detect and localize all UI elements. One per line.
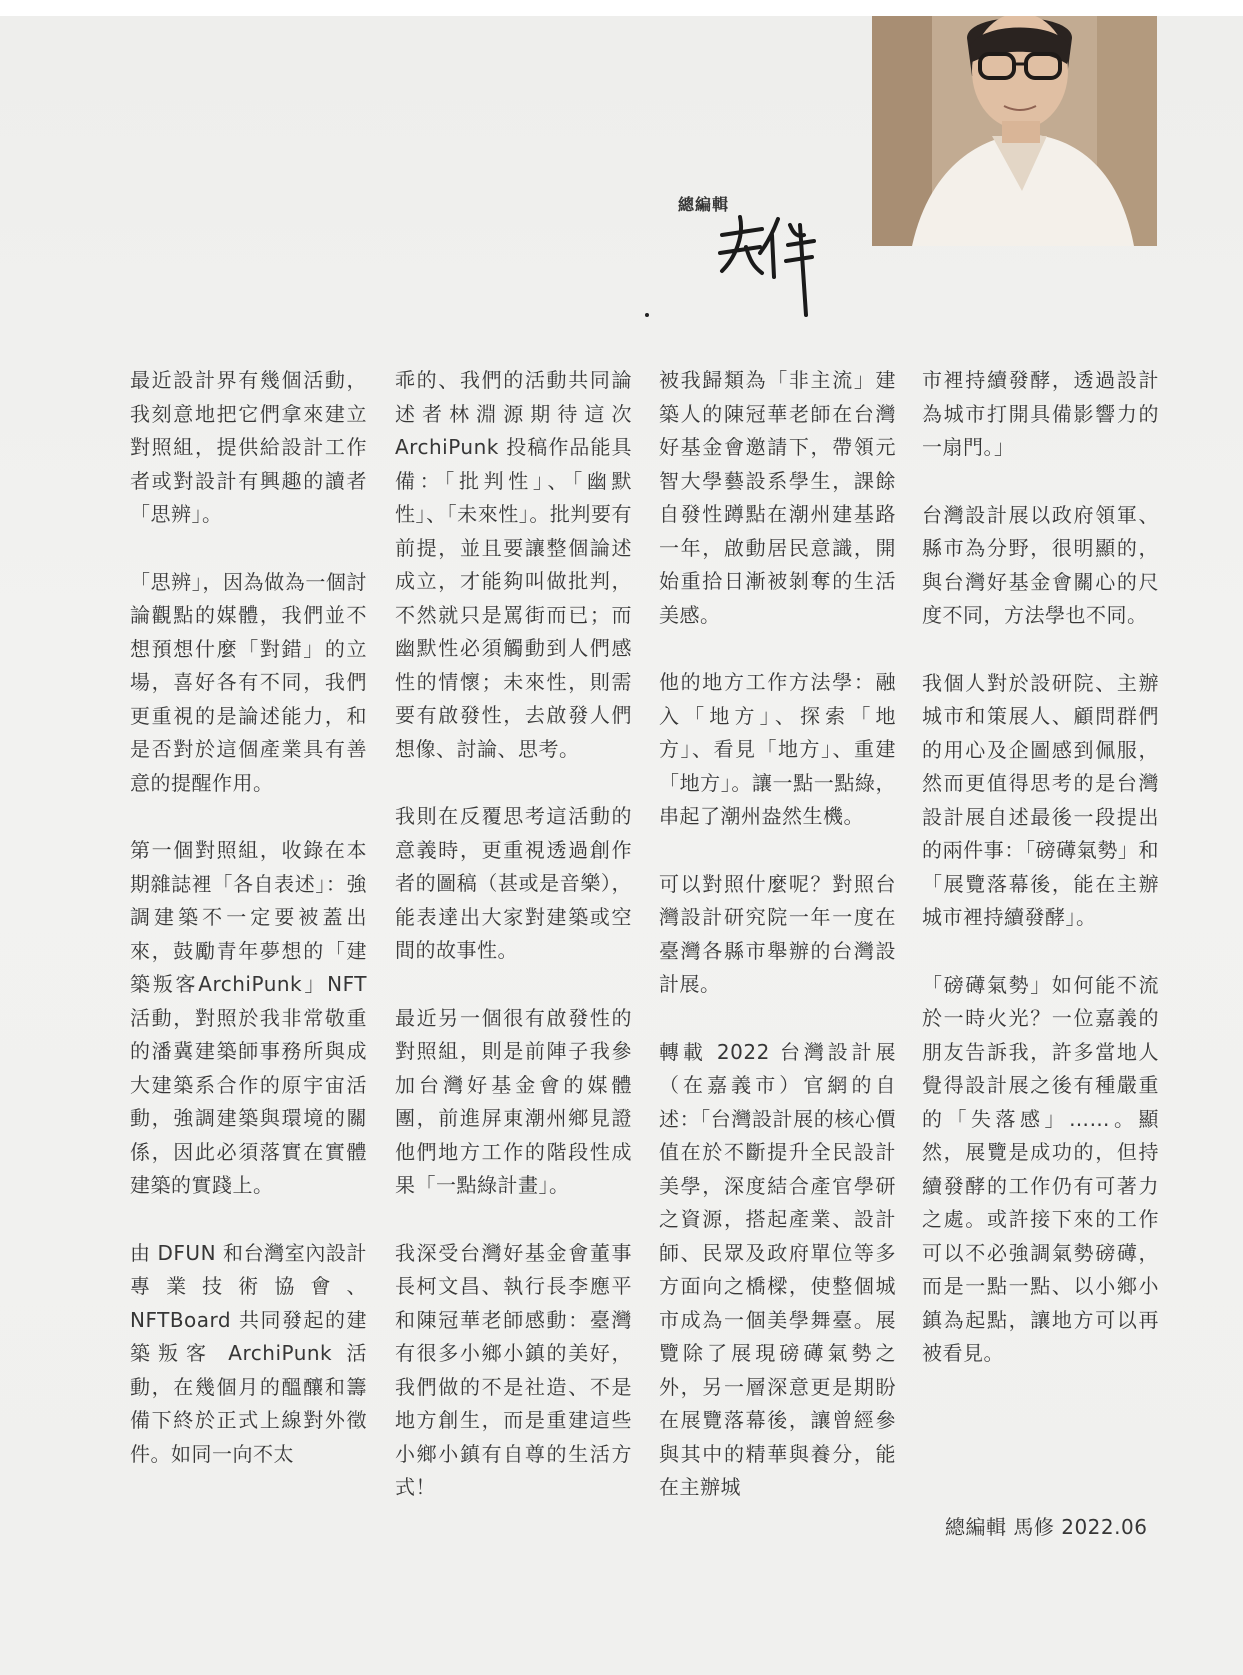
editor-portrait-photo [872,16,1157,246]
paragraph: 「思辨」，因為做為一個討論觀點的媒體，我們並不想預想什麼「對錯」的立場，喜好各有不同，我們更重視的是論述能力，和是否對於這個產業具有善意的提醒作用。 [130,569,367,795]
paragraph: 我個人對於設研院、主辦城市和策展人、顧問群們的用心及企圖感到佩服，然而更值得思考的是台灣設計展自述最後一段提出的兩件事：「磅礡氣勢」和「展覽落幕後，能在主辦城市裡持續發酵」。 [922,670,1159,929]
paragraph: 我深受台灣好基金會董事長柯文昌、執行長李應平和陳冠華老師感動：臺灣有很多小鄉小鎮的美好，我們做的不是社造、不是地方創生，而是重建這些小鄉小鎮有自尊的生活方式！ [395,1240,632,1499]
paragraph: 最近另一個很有啟發性的對照組，則是前陣子我參加台灣好基金會的媒體團，前進屏東潮州鄉見證他們地方工作的階段性成果「一點綠計畫」。 [395,1005,632,1197]
paragraph: 轉載 2022 台灣設計展（在嘉義市）官網的自述：「台灣設計展的核心價值在於不斷提升全民設計美學，深度結合產官學研之資源，搭起產業、設計師、民眾及政府單位等多方面向之橋樑，使整個城市成為一個美學舞臺。展覽除了展現磅礡氣勢之外，另一層深意更是期盼在展覽落幕後，讓曾經參與其中的精華與養分，能在主辦城 [659,1039,896,1499]
article-column-1 [130,364,367,1505]
paragraph: 市裡持續發酵，透過設計為城市打開具備影響力的一扇門。」 [922,368,1159,459]
article-column-2 [395,364,632,1539]
editor-byline: 總編輯 馬修 2022.06 [945,1515,1148,1539]
paragraph: 我則在反覆思考這活動的意義時，更重視透過創作者的圖稿（甚或是音樂），能表達出大家對建築或空間的故事性。 [395,804,632,962]
scan-border [0,0,1243,16]
paragraph: 乖的、我們的活動共同論述者林淵源期待這次ArchiPunk 投稿作品能具備：「批判性」、「幽默性」、「未來性」。批判要有前提，並且要讓整個論述成立，才能夠叫做批判，不然就只是罵街而已；而幽默性必須觸動到人們感性的情懷；未來性，則需要有啟發性，去啟發人們想像、討論、思考。 [395,368,632,761]
paragraph: 他的地方工作方法學：融入「地方」、探索「地方」、看見「地方」、重建「地方」。讓一點一點綠，串起了潮州盎然生機。 [659,670,896,828]
print-speck [645,313,649,317]
paragraph: 可以對照什麼呢？對照台灣設計研究院一年一度在臺灣各縣市舉辦的台灣設計展。 [659,871,896,996]
paragraph: 「磅礡氣勢」如何能不流於一時火光？一位嘉義的朋友告訴我，許多當地人覺得設計展之後有種嚴重的「失落感」……。顯然，展覽是成功的，但持續發酵的工作仍有可著力之處。或許接下來的工作可以不必強調氣勢磅礡，而是一點一點、以小鄉小鎮為起點，讓地方可以再被看見。 [922,972,1159,1365]
editor-in-chief-label: 總編輯 [678,195,730,214]
paragraph: 第一個對照組，收錄在本期雜誌裡「各自表述」：強調建築不一定要被蓋出來，鼓勵青年夢想的「建築叛客ArchiPunk」NFT 活動，對照於我非常敬重的潘冀建築師事務所與成大建築系合作的原宇宙活動，強調建築與環境的關係，因此必須落實在實體建築的實踐上。 [130,838,367,1197]
paragraph: 被我歸類為「非主流」建築人的陳冠華老師在台灣好基金會邀請下，帶領元智大學藝設系學生，課餘自發性蹲點在潮州建基路一年，啟動居民意識，開始重拾日漸被剝奪的生活美感。 [659,368,896,627]
article-column-4 [922,364,1159,1405]
handwritten-signature [710,205,840,324]
paragraph: 最近設計界有幾個活動，我刻意地把它們拿來建立對照組，提供給設計工作者或對設計有興趣的讀者「思辨」。 [130,368,367,526]
paragraph: 台灣設計展以政府領軍、縣市為分野，很明顯的，與台灣好基金會關心的尺度不同，方法學也不同。 [922,502,1159,627]
paragraph: 由 DFUN 和台灣室內設計專業技術協會、NFTBoard 共同發起的建築叛客 ArchiPunk 活動，在幾個月的醞釀和籌備下終於正式上線對外徵件。如同一向不太 [130,1240,367,1466]
article-column-3 [659,364,896,1539]
